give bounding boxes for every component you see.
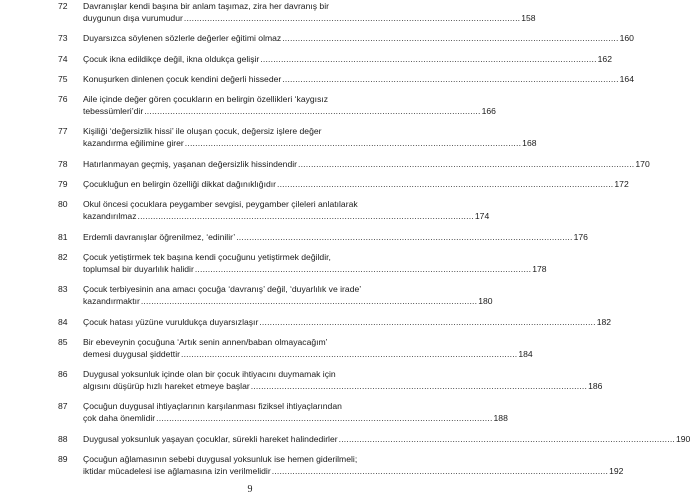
- toc-entry-number: 81: [58, 231, 68, 242]
- toc-entry-title: Duygusal yoksunluk yaşayan çocuklar, sürekli hareket halindedirler: [83, 433, 338, 444]
- toc-entry-line: [83, 316, 612, 328]
- toc-entry-title: çok daha önemlidir: [83, 413, 156, 424]
- toc-dot-leader: ..................................................................................................................................: [298, 158, 635, 169]
- toc-entry-body: [83, 336, 533, 360]
- toc-entry: [58, 32, 634, 44]
- toc-entry-title: demesi duygusal şiddettir: [83, 348, 180, 359]
- toc-entry: [58, 433, 690, 445]
- toc-entry-number: 79: [58, 179, 68, 190]
- toc-entry-title: Çocuk terbiyesinin ana amacı çocuğa ‘davranış’ değil, ‘duyarlılık ve irade’: [83, 284, 362, 295]
- toc-entry: [58, 198, 490, 222]
- toc-entry-body: [83, 0, 536, 24]
- toc-entry-title: Okul öncesi çocuklara peygamber sevgisi, peygamber çileleri anlatılarak: [83, 199, 358, 210]
- toc-entry-number: 83: [58, 284, 68, 295]
- toc-entry-page: 192: [609, 466, 624, 477]
- toc-entry-body: [83, 316, 612, 328]
- toc-entry-page: 178: [532, 263, 547, 274]
- toc-entry-title: algısını düşürüp hızlı hareket etmeye başlar: [83, 381, 250, 392]
- toc-entry-body: [83, 93, 496, 117]
- toc-entry: [58, 178, 629, 190]
- toc-entry-line: [83, 32, 634, 44]
- toc-dot-leader: ..................................................................................................................................: [277, 179, 614, 190]
- toc-entry-title: Çocuk hatası yüzüne vuruldukça duyarsızlaşır: [83, 316, 259, 327]
- toc-entry-line: [83, 433, 690, 445]
- toc-entry-line: [83, 105, 496, 117]
- toc-entry-page: 180: [478, 296, 493, 307]
- toc-entry: [58, 368, 603, 392]
- toc-entry-line: [83, 53, 612, 65]
- toc-entry-line: [83, 198, 418, 210]
- toc-entry-line: [83, 336, 418, 348]
- toc-entry: [58, 73, 634, 85]
- toc-entry-number: 87: [58, 401, 68, 412]
- toc-entry-page: 190: [676, 433, 690, 444]
- toc-dot-leader: ..................................................................................................................................: [184, 138, 522, 149]
- toc-entry-body: [83, 198, 490, 222]
- toc-entry-page: 162: [597, 53, 612, 64]
- toc-entry: [58, 336, 533, 360]
- toc-entry-title: kazandırma eğilimine girer: [83, 138, 184, 149]
- toc-entry-title: Çocuğun duygusal ihtiyaçlarının karşılanması fiziksel ihtiyaçlarından: [83, 401, 342, 412]
- toc-entry-page: 174: [474, 211, 490, 222]
- toc-entry-line: [83, 368, 418, 380]
- toc-entry-line: [83, 348, 533, 360]
- toc-entry-number: 76: [58, 94, 68, 105]
- toc-entry-number: 77: [58, 126, 68, 137]
- toc-entry-number: 80: [58, 199, 68, 210]
- toc-entry-title: toplumsal bir duyarlılık halidir: [83, 263, 194, 274]
- toc-entry-number: 82: [58, 251, 68, 262]
- toc-entry-page: 158: [521, 13, 536, 23]
- toc-entry-title: Kişiliği ‘değersizlik hissi’ ile oluşan çocuk, değersiz işlere değer: [83, 126, 322, 137]
- toc-entry: [58, 453, 624, 477]
- toc-entry-body: [83, 231, 588, 243]
- toc-entry-title: kazandırmaktır: [83, 296, 140, 307]
- toc-entry-body: [83, 73, 634, 85]
- toc-dot-leader: ..................................................................................................................................: [338, 433, 675, 444]
- toc-entry-number: 88: [58, 433, 68, 444]
- toc-entry: [58, 283, 493, 307]
- toc-entry-page: 172: [614, 179, 629, 190]
- toc-entry: [58, 0, 536, 24]
- toc-entry-page: 176: [573, 231, 588, 242]
- page-number: 9: [247, 484, 253, 495]
- toc-dot-leader: ..................................................................................................................................: [250, 381, 588, 392]
- toc-entry-line: [83, 400, 418, 412]
- toc-entry-line: [83, 178, 629, 190]
- toc-entry-title: Duyarsızca söylenen sözlerle değerler eğitimi olmaz: [83, 33, 282, 44]
- toc-dot-leader: ..................................................................................................................................: [156, 413, 493, 424]
- table-of-contents: [58, 0, 690, 485]
- toc-entry: [58, 400, 508, 424]
- toc-entry-title: duygunun dışa vurumudur: [83, 13, 183, 23]
- toc-entry-number: 72: [58, 1, 68, 11]
- toc-entry-page: 168: [522, 138, 537, 149]
- toc-entry-title: tebessümleri’dir: [83, 106, 144, 117]
- toc-entry-number: 89: [58, 454, 68, 465]
- toc-dot-leader: ..................................................................................................................................: [271, 466, 609, 477]
- toc-entry-title: Çocukluğun en belirgin özelliği dikkat dağınıklığıdır: [83, 179, 276, 190]
- toc-entry-body: [83, 178, 629, 190]
- toc-entry-line: [83, 125, 418, 137]
- toc-entry-line: [83, 210, 490, 222]
- toc-entry-body: [83, 433, 690, 445]
- toc-entry-body: [83, 53, 612, 65]
- toc-dot-leader: ..................................................................................................................................: [183, 13, 521, 23]
- toc-entry-page: 160: [619, 33, 634, 44]
- toc-dot-leader: ..................................................................................................................................: [282, 73, 619, 84]
- toc-dot-leader: ..................................................................................................................................: [137, 211, 474, 222]
- toc-dot-leader: ..................................................................................................................................: [180, 348, 518, 359]
- toc-entry-body: [83, 32, 634, 44]
- toc-dot-leader: ..................................................................................................................................: [282, 33, 619, 44]
- toc-entry-line: [83, 263, 547, 275]
- toc-entry-line: [83, 73, 634, 85]
- toc-dot-leader: ..................................................................................................................................: [194, 263, 532, 274]
- toc-entry-number: 78: [58, 158, 68, 169]
- toc-entry-page: 184: [518, 348, 533, 359]
- toc-entry-line: [83, 283, 418, 295]
- toc-entry-title: Duygusal yoksunluk içinde olan bir çocuk ihtiyacını duymamak için: [83, 369, 336, 380]
- toc-entry-title: Hatırlanmayan geçmiş, yaşanan değersizlik hissindendir: [83, 158, 297, 169]
- toc-entry-title: Çocuğun ağlamasının sebebi duygusal yoksunluk ise hemen giderilmeli;: [83, 454, 358, 465]
- toc-entry-line: [83, 465, 624, 477]
- toc-entry-title: Erdemli davranışlar öğrenilmez, ‘edinilir’: [83, 231, 236, 242]
- toc-entry-body: [83, 368, 603, 392]
- toc-entry-number: 86: [58, 369, 68, 380]
- toc-entry-page: 170: [635, 158, 650, 169]
- toc-entry-title: Konuşurken dinlenen çocuk kendini değerli hisseder: [83, 73, 282, 84]
- toc-entry-body: [83, 453, 624, 477]
- toc-entry-line: [83, 93, 418, 105]
- toc-dot-leader: ..................................................................................................................................: [236, 231, 573, 242]
- toc-entry-line: [83, 453, 418, 465]
- toc-entry-line: [83, 380, 603, 392]
- toc-entry-page: 182: [596, 316, 612, 327]
- toc-entry-body: [83, 251, 547, 275]
- toc-entry-number: 74: [58, 53, 68, 64]
- toc-entry-number: 75: [58, 73, 68, 84]
- toc-entry-line: [83, 12, 536, 24]
- toc-entry-number: 73: [58, 33, 68, 44]
- toc-entry-body: [83, 283, 493, 307]
- toc-entry-title: Çocuk yetiştirmek tek başına kendi çocuğunu yetiştirmek değildir,: [83, 251, 331, 262]
- toc-entry-page: 186: [588, 381, 603, 392]
- toc-entry-line: [83, 137, 537, 149]
- toc-entry-line: [83, 412, 508, 424]
- toc-entry-title: kazandırılmaz: [83, 211, 137, 222]
- toc-dot-leader: ..................................................................................................................................: [144, 106, 481, 117]
- toc-entry-body: [83, 158, 650, 170]
- toc-entry: [58, 125, 537, 149]
- toc-entry: [58, 251, 547, 275]
- toc-entry-page: 164: [619, 73, 634, 84]
- toc-entry: [58, 93, 496, 117]
- toc-entry-line: [83, 251, 418, 263]
- toc-dot-leader: ..................................................................................................................................: [140, 296, 478, 307]
- toc-entry-title: Aile içinde değer gören çocukların en belirgin özellikleri ‘kaygısız: [83, 94, 329, 105]
- toc-dot-leader: ..................................................................................................................................: [259, 316, 596, 327]
- toc-entry-body: [83, 400, 508, 424]
- toc-entry-line: [83, 231, 588, 243]
- toc-entry: [58, 316, 612, 328]
- toc-entry: [58, 53, 612, 65]
- toc-entry-page: 188: [493, 413, 508, 424]
- toc-entry-number: 84: [58, 316, 68, 327]
- toc-entry-title: iktidar mücadelesi ise ağlamasına izin verilmelidir: [83, 466, 271, 477]
- toc-entry-line: [83, 0, 418, 12]
- toc-entry: [58, 158, 650, 170]
- toc-entry-line: [83, 295, 493, 307]
- toc-entry: [58, 231, 588, 243]
- toc-entry-number: 85: [58, 336, 68, 347]
- toc-entry-line: [83, 158, 650, 170]
- toc-entry-page: 166: [481, 106, 496, 117]
- toc-entry-title: Bir ebeveynin çocuğuna ‘Artık senin annen/baban olmayacağım’: [83, 336, 328, 347]
- toc-entry-body: [83, 125, 537, 149]
- toc-dot-leader: ..................................................................................................................................: [260, 53, 597, 64]
- toc-entry-title: Çocuk ikna edildikçe değil, ikna oldukça gelişir: [83, 53, 260, 64]
- toc-entry-title: Davranışlar kendi başına bir anlam taşımaz, zira her davranış bir: [83, 1, 329, 11]
